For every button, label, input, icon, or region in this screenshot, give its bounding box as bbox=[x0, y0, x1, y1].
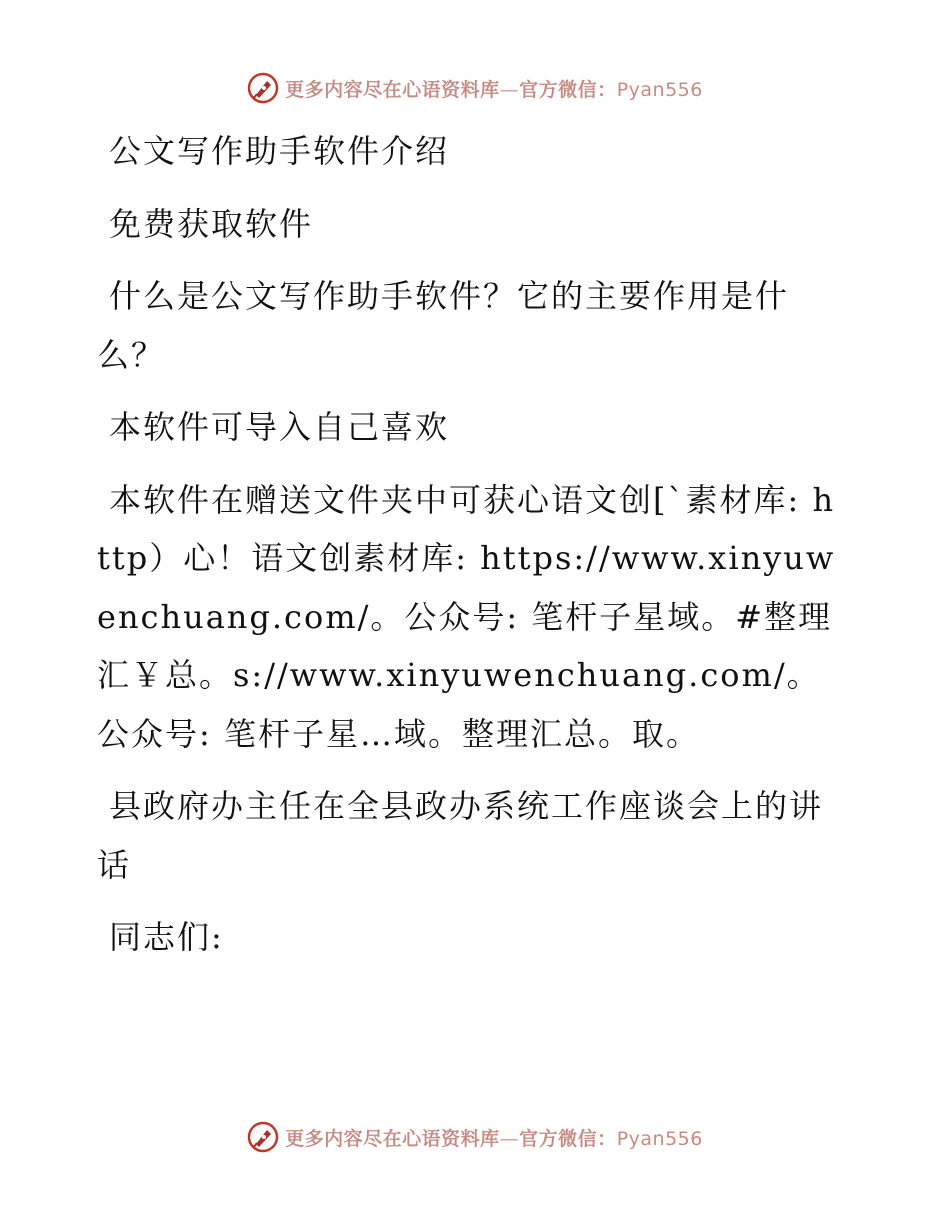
watermark-text bbox=[285, 75, 703, 102]
watermark-text bbox=[285, 1124, 703, 1151]
watermark-brand: 更多内容尽在心语资料库 bbox=[285, 78, 500, 101]
header-watermark bbox=[0, 72, 950, 104]
doc-paragraph bbox=[97, 398, 837, 457]
doc-speech-title bbox=[97, 777, 837, 894]
doc-paragraph-text: 免费获取软件 bbox=[109, 204, 314, 243]
pen-nib-logo-icon bbox=[247, 1121, 279, 1153]
pen-nib-logo-icon bbox=[247, 72, 279, 104]
watermark-dash: — bbox=[499, 1127, 520, 1150]
doc-link-free-download bbox=[97, 195, 837, 254]
footer-watermark bbox=[0, 1121, 950, 1153]
doc-title bbox=[97, 122, 837, 181]
doc-paragraph-resources bbox=[97, 471, 837, 764]
watermark-wechat-id: Pyan556 bbox=[616, 78, 703, 101]
watermark-official: 官方微信： bbox=[519, 1127, 617, 1150]
document-body bbox=[97, 122, 837, 981]
doc-title-text: 公文写作助手软件介绍 bbox=[109, 132, 450, 170]
doc-paragraph-text: 本软件在赠送文件夹中可获心语文创[`素材库: http）心！语文创素材库: https://www.xinyuwenchuang.com/。公众号: 笔杆子星域。#整理汇￥总。s://www.xinyuwenchuang.com/。公众号: 笔杆子星…域。整理汇总。取。 bbox=[97, 480, 836, 753]
doc-paragraph-text: 本软件可导入自己喜欢 bbox=[109, 408, 450, 446]
watermark-wechat-id: Pyan556 bbox=[616, 1127, 703, 1150]
doc-paragraph-text: 同志们: bbox=[109, 918, 224, 956]
doc-question bbox=[97, 267, 837, 384]
doc-salutation bbox=[97, 908, 837, 967]
watermark-dash: — bbox=[499, 78, 520, 101]
watermark-official: 官方微信： bbox=[519, 78, 617, 101]
watermark-brand: 更多内容尽在心语资料库 bbox=[285, 1127, 500, 1150]
doc-paragraph-text: 县政府办主任在全县政办系统工作座谈会上的讲话 bbox=[97, 787, 824, 884]
doc-paragraph-text: 什么是公文写作助手软件？它的主要作用是什么？ bbox=[97, 277, 790, 374]
